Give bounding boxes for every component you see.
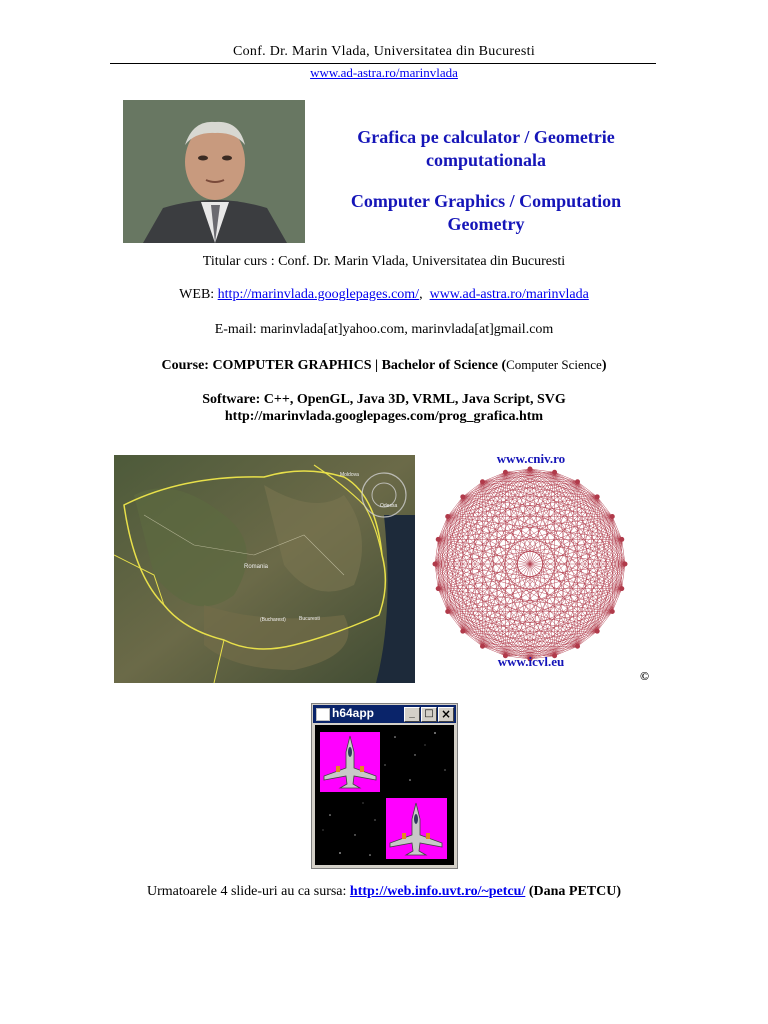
graph-node	[436, 537, 441, 542]
title-en-line1: Computer Graphics / Computation	[350, 191, 622, 211]
map-label-bucuresti: Bucuresti	[299, 616, 320, 622]
course-row	[0, 357, 768, 374]
window-titlebar[interactable]	[313, 705, 456, 723]
graph-edge	[448, 612, 555, 656]
header-site-row	[0, 65, 768, 81]
footer-petcu-link[interactable]: http://web.info.uvt.ro/~petcu/	[349, 884, 526, 899]
titular-text: Titular curs : Conf. Dr. Marin Vlada, Universitatea din Bucuresti	[202, 254, 566, 269]
complete-graph-svg	[430, 466, 630, 662]
map-label-moldova: Moldova	[340, 472, 359, 478]
graph-edge	[578, 482, 622, 589]
graph-node	[480, 479, 485, 484]
minimize-button[interactable]: _	[404, 707, 420, 722]
h64app-window	[311, 703, 458, 869]
header-divider	[110, 63, 656, 64]
graph-node	[528, 467, 533, 472]
window-title: h64app	[332, 706, 375, 720]
map-label-odessa: Odessa	[380, 503, 398, 509]
course-field: Computer Science	[506, 357, 602, 372]
web-link-adastra[interactable]: www.ad-astra.ro/marinvlada	[429, 287, 589, 302]
title-ro-line2: computationala	[425, 150, 546, 170]
email-text: E-mail: marinvlada[at]yahoo.com, marinvlada[at]gmail.com	[214, 322, 554, 337]
cniv-link[interactable]: www.cniv.ro	[496, 451, 566, 466]
map-label-bucharest: (Bucharest)	[260, 617, 286, 623]
graph-node	[445, 609, 450, 614]
graph-node	[575, 479, 580, 484]
header-site-link[interactable]: www.ad-astra.ro/marinvlada	[310, 65, 458, 80]
romania-satellite-map	[114, 455, 415, 683]
author-portrait	[123, 100, 305, 243]
web-label: WEB:	[179, 287, 215, 302]
graph-edge	[448, 472, 555, 516]
graph-edge	[438, 482, 482, 589]
course-title-english	[323, 190, 649, 236]
author-header: Conf. Dr. Marin Vlada, Universitatea din Bucuresti	[232, 44, 536, 59]
graph-edge	[505, 472, 597, 497]
graph-node	[610, 514, 615, 519]
graph-node	[575, 644, 580, 649]
graph-node	[619, 586, 624, 591]
graph-node	[480, 644, 485, 649]
icvl-link[interactable]: www.icvl.eu	[497, 654, 565, 669]
graph-node	[595, 494, 600, 499]
web-link-googlepages[interactable]: http://marinvlada.googlepages.com/	[217, 287, 420, 302]
graph-node	[595, 629, 600, 634]
web-row	[0, 287, 768, 303]
graph-node	[433, 562, 438, 567]
software-url: http://marinvlada.googlepages.com/prog_grafica.htm	[224, 409, 544, 424]
graph-node	[619, 537, 624, 542]
game-canvas	[315, 725, 454, 865]
graph-node	[503, 470, 508, 475]
graph-edge	[438, 539, 463, 631]
graph-node	[623, 562, 628, 567]
graph-node	[445, 514, 450, 519]
graph-node	[460, 629, 465, 634]
map-label-romania: Romania	[244, 564, 269, 570]
graph-edge	[578, 539, 622, 646]
close-button[interactable]: ×	[438, 707, 454, 722]
graph-edge	[438, 539, 482, 646]
web-separator: ,	[419, 287, 423, 302]
app-icon	[316, 708, 330, 721]
graph-node	[610, 609, 615, 614]
graph-node	[436, 586, 441, 591]
footer-credit: (Dana PETCU)	[528, 884, 621, 899]
graph-node	[460, 494, 465, 499]
copyright-symbol: ©	[640, 669, 649, 683]
title-ro-line1: Grafica pe calculator / Geometrie	[357, 127, 615, 147]
icvl-label-row	[425, 653, 637, 671]
course-label: Course: COMPUTER GRAPHICS | Bachelor of Science (	[161, 358, 507, 373]
footer-text: Urmatoarele 4 slide-uri au ca sursa:	[146, 884, 347, 899]
graph-edge	[505, 612, 612, 656]
software-text: Software: C++, OpenGL, Java 3D, VRML, Java Script, SVG	[202, 392, 566, 407]
graph-edge	[438, 497, 463, 589]
course-close: )	[601, 358, 607, 373]
title-en-line2: Geometry	[447, 214, 525, 234]
course-title-romanian	[323, 126, 649, 172]
footer-source-row	[0, 884, 768, 900]
graph-edge	[505, 472, 612, 516]
maximize-button[interactable]: □	[421, 707, 437, 722]
graph-node	[552, 470, 557, 475]
complete-graph-figure	[425, 447, 637, 687]
